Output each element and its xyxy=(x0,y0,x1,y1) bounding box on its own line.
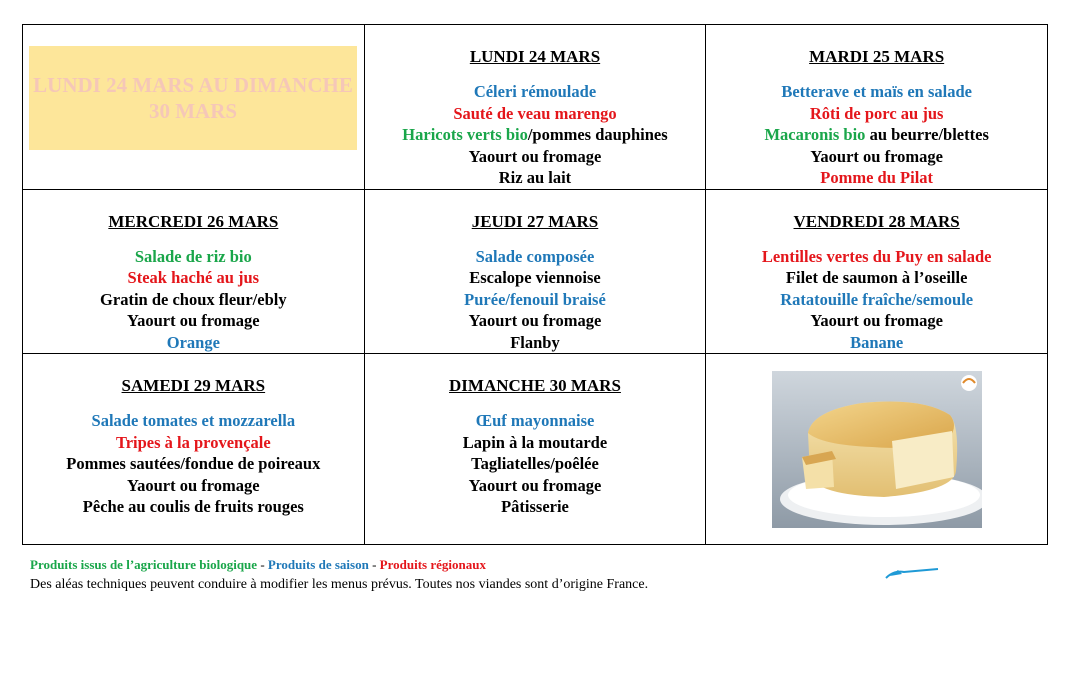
menu-item xyxy=(23,289,364,311)
menu-item xyxy=(365,246,706,268)
menu-item xyxy=(706,124,1047,146)
menu-item-text: Haricots verts bio xyxy=(402,125,528,144)
menu-item-text: Yaourt ou fromage xyxy=(127,475,260,495)
menu-item-text: Yaourt ou fromage xyxy=(468,475,602,495)
legend xyxy=(30,556,486,573)
menu-item xyxy=(23,246,364,268)
menu-item-text: Filet de saumon à l’oseille xyxy=(785,268,968,287)
day-cell-wednesday xyxy=(23,189,365,354)
menu-item-text: Yaourt ou fromage xyxy=(468,146,602,166)
menu-item xyxy=(706,310,1047,332)
menu-item-text: Pomme du Pilat xyxy=(820,168,934,187)
legend-separator: - xyxy=(257,557,268,572)
menu-item xyxy=(23,453,364,475)
menu-item-text: Tagliatelles/poêlée xyxy=(471,454,599,473)
menu-item xyxy=(23,432,364,454)
menu-item-text: Orange xyxy=(166,332,220,352)
menu-item xyxy=(23,267,364,289)
day-cell-monday xyxy=(364,25,706,190)
menu-item xyxy=(23,332,364,354)
menu-item-text: Salade composée xyxy=(475,246,595,266)
day-title: JEUDI 27 MARS xyxy=(471,211,599,231)
legend-bio: Produits issus de l’agriculture biologique xyxy=(30,557,258,572)
legend-saison: Produits de saison xyxy=(267,557,369,572)
menu-item-text: Lentilles vertes du Puy en salade xyxy=(761,246,992,266)
menu-item-text: Purée/fenouil braisé xyxy=(464,289,606,309)
menu-item-text: Sauté de veau marengo xyxy=(453,103,617,123)
menu-item xyxy=(706,103,1047,125)
menu-item xyxy=(365,103,706,125)
day-menu xyxy=(365,190,706,354)
menu-item-text: au beurre/blettes xyxy=(865,125,989,144)
day-menu xyxy=(23,190,364,354)
menu-item-text: Gratin de choux fleur/ebly xyxy=(100,289,287,309)
menu-item-text: Steak haché au jus xyxy=(127,268,260,287)
menu-item xyxy=(365,410,706,432)
day-cell-saturday xyxy=(23,354,365,545)
day-menu xyxy=(706,190,1047,354)
menu-item-text: Salade de riz bio xyxy=(134,246,252,266)
menu-item xyxy=(706,289,1047,311)
menu-item-text: Pâtisserie xyxy=(501,497,569,516)
menu-item xyxy=(365,496,706,518)
menu-item-text: Lapin à la moutarde xyxy=(462,432,608,452)
day-menu xyxy=(23,354,364,518)
menu-item xyxy=(365,289,706,311)
menu-item-text: Pêche au coulis de fruits rouges xyxy=(82,497,304,516)
menu-item-text: Ratatouille fraîche/semoule xyxy=(780,289,974,309)
menu-item-text: Œuf mayonnaise xyxy=(475,411,595,430)
day-cell-tuesday xyxy=(706,25,1048,190)
legend-separator: - xyxy=(368,557,380,572)
pen-icon xyxy=(884,566,940,580)
menu-item-text: /pommes dauphines xyxy=(527,125,668,144)
menu-item xyxy=(706,146,1047,168)
menu-item-text: Yaourt ou fromage xyxy=(810,146,943,166)
cheesecake-photo xyxy=(772,371,982,528)
menu-item xyxy=(365,453,706,475)
menu-item-text: Yaourt ou fromage xyxy=(468,311,602,330)
menu-item xyxy=(365,475,706,497)
menu-item-text: Betterave et maïs en salade xyxy=(781,82,972,101)
photo-cell xyxy=(706,354,1048,545)
legend-regional: Produits régionaux xyxy=(379,557,486,572)
day-title: VENDREDI 28 MARS xyxy=(793,211,960,231)
day-menu xyxy=(706,25,1047,189)
menu-item xyxy=(706,332,1047,354)
day-title: MERCREDI 26 MARS xyxy=(108,211,279,231)
menu-item-text: Macaronis bio xyxy=(764,125,866,144)
menu-item xyxy=(706,267,1047,289)
day-title: DIMANCHE 30 MARS xyxy=(449,376,621,395)
menu-item xyxy=(23,410,364,432)
day-cell-thursday xyxy=(364,189,706,354)
menu-item-text: Yaourt ou fromage xyxy=(127,311,260,330)
menu-item-text: Riz au lait xyxy=(498,168,572,187)
day-menu xyxy=(365,25,706,189)
disclaimer-note: Des aléas techniques peuvent conduire à modifier les menus prévus. Toutes nos viandes sont d’origine France. xyxy=(30,577,649,592)
day-title: SAMEDI 29 MARS xyxy=(121,376,266,395)
menu-item xyxy=(365,267,706,289)
menu-item-text: Escalope viennoise xyxy=(469,268,601,287)
menu-item xyxy=(23,496,364,518)
menu-item-text: Rôti de porc au jus xyxy=(809,103,944,123)
menu-item-text: Banane xyxy=(850,332,904,352)
menu-item xyxy=(365,432,706,454)
day-cell-friday xyxy=(706,189,1048,354)
menu-table xyxy=(22,24,1048,545)
menu-item-text: Céleri rémoulade xyxy=(473,82,597,101)
menu-item xyxy=(365,310,706,332)
menu-item xyxy=(365,167,706,189)
week-banner: LUNDI 24 MARS AU DIMANCHE 30 MARS xyxy=(29,46,357,150)
day-cell-sunday xyxy=(364,354,706,545)
menu-item xyxy=(365,81,706,103)
menu-item-text: Pommes sautées/fondue de poireaux xyxy=(66,454,321,473)
menu-item xyxy=(706,81,1047,103)
menu-item xyxy=(365,124,706,146)
menu-item xyxy=(706,246,1047,268)
menu-item-text: Salade tomates et mozzarella xyxy=(91,411,296,430)
menu-item xyxy=(23,310,364,332)
menu-item xyxy=(365,146,706,168)
menu-item-text: Yaourt ou fromage xyxy=(810,311,943,330)
menu-item xyxy=(23,475,364,497)
menu-item-text: Tripes à la provençale xyxy=(115,432,271,452)
day-title: LUNDI 24 MARS xyxy=(469,47,601,66)
menu-item-text: Flanby xyxy=(510,332,560,352)
menu-item xyxy=(365,332,706,354)
menu-item xyxy=(706,167,1047,189)
day-menu xyxy=(365,354,706,518)
day-title: MARDI 25 MARS xyxy=(809,47,945,66)
banner-cell xyxy=(23,25,365,190)
